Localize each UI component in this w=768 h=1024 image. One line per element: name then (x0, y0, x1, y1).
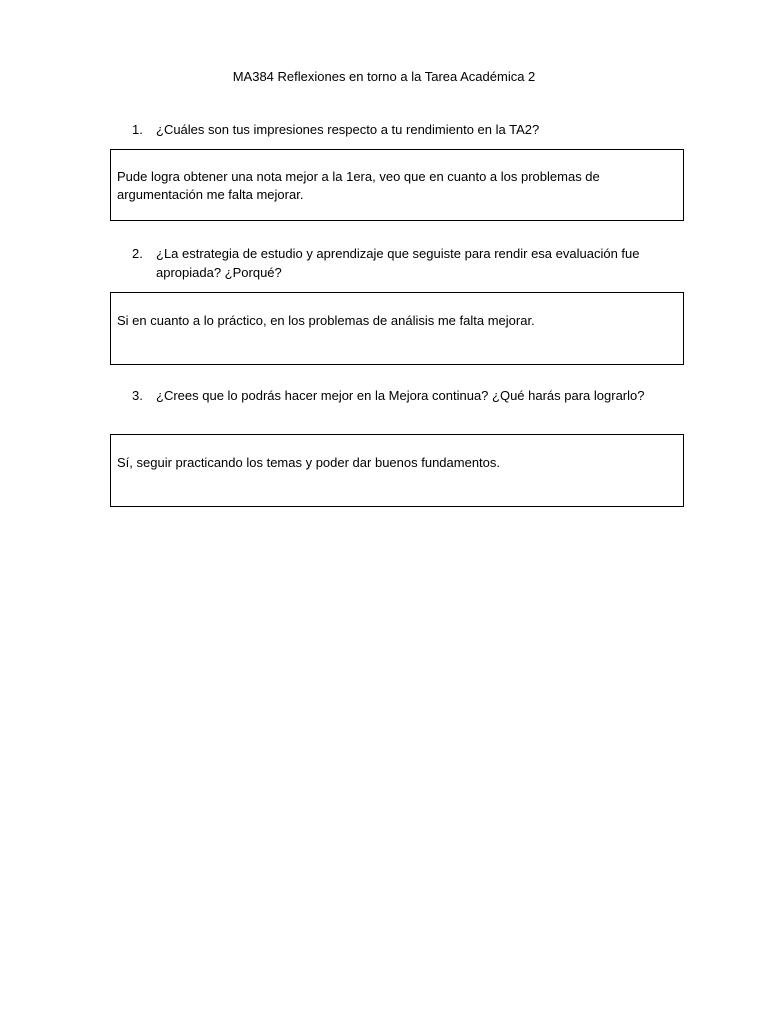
answer-box-1 (110, 149, 684, 221)
answer-text: Pude logra obtener una nota mejor a la 1era, veo que en cuanto a los problemas de argumentación me falta mejorar. (117, 169, 600, 202)
question-text: ¿La estrategia de estudio y aprendizaje que seguiste para rendir esa evaluación fue apropiada? ¿Porqué? (156, 246, 640, 280)
answer-text: Si en cuanto a lo práctico, en los problemas de análisis me falta mejorar. (117, 313, 535, 328)
question-number: 3. (132, 388, 143, 403)
question-text: ¿Crees que lo podrás hacer mejor en la Mejora continua? ¿Qué harás para lograrlo? (156, 388, 645, 403)
answer-box-3 (110, 434, 684, 507)
question-3 (132, 386, 672, 405)
document-title: MA384 Reflexiones en torno a la Tarea Académica 2 (232, 69, 536, 84)
question-number: 2. (132, 246, 143, 261)
question-text: ¿Cuáles son tus impresiones respecto a tu rendimiento en la TA2? (156, 122, 540, 137)
question-number: 1. (132, 122, 143, 137)
answer-text: Sí, seguir practicando los temas y poder dar buenos fundamentos. (117, 455, 500, 470)
answer-box-2 (110, 292, 684, 365)
question-1 (132, 120, 672, 139)
question-2 (132, 244, 672, 282)
